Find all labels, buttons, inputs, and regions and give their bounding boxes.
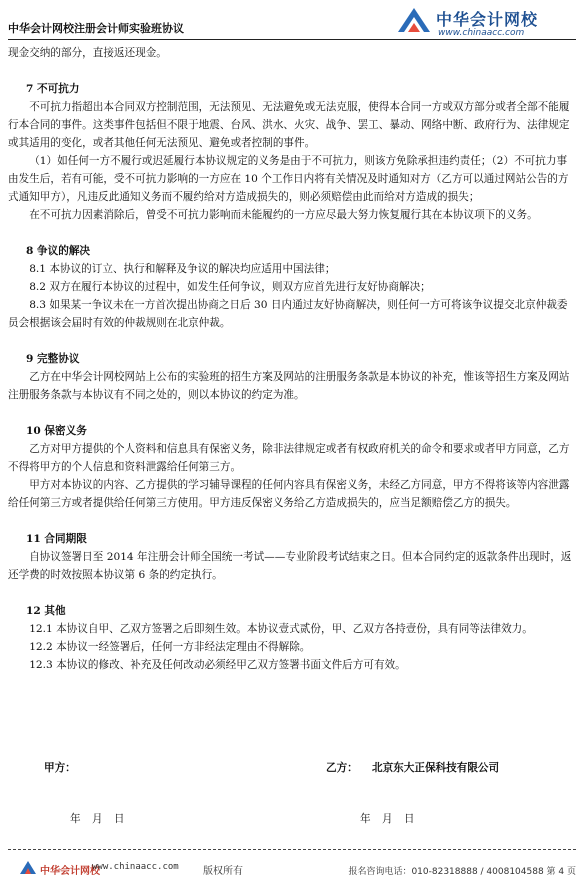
continued-text: 现金交纳的部分，直接返还现金。 [8,47,167,59]
party-a-label: 甲方： [44,762,76,774]
section-9-paragraph-1: 乙方在中华会计网校网站上公布的实验班的招生方案及网站的注册服务条款是本协议的补充，惟该等招生方案及网站注册服务条款与本协议有不同之处的，则以本协议的约定为准。 [8,371,570,401]
signature-date-row [8,811,576,829]
party-a-date: 年 月 日 [70,813,125,825]
signature-row [8,760,576,778]
section-12-item-3: 12.3 本协议的修改、补充及任何改动必须经甲乙双方签署书面文件后方可有效。 [29,659,406,671]
party-b-name: 北京东大正保科技有限公司 [372,762,500,774]
section-8-item-3: 8.3 如果某一争议未在一方首次提出协商之日后 30 日内通过友好协商解决，则任何一方可将该争议提交北京仲裁委员会根据该会届时有效的仲裁规则在北京仲裁。 [8,299,568,329]
section-11-paragraph-1: 自协议签署日至 2014 年注册会计师全国统一考试——专业阶段考试结束之日。但本合同约定的返款条件出现时，返还学费的时效按照本协议第 6 条的约定执行。 [8,551,572,581]
logo-name: 中华会计网校 [436,10,539,29]
page-header [0,0,584,44]
section-8-title: 8 争议的解决 [26,245,91,257]
header-divider [8,39,576,40]
section-12-item-2: 12.2 本协议一经签署后，任何一方非经法定理由不得解除。 [29,641,311,653]
document-body [8,44,576,674]
chinaacc-footer-icon [18,860,38,876]
section-12-title: 12 其他 [26,605,66,617]
footer-contact: 报名咨询电话：010-82318888 / 4008104588 第 4 页 [348,867,576,877]
section-12-item-1: 12.1 本协议自甲、乙双方签署之后即刻生效。本协议壹式贰份，甲、乙双方各持壹份，具有同等法律效力。 [29,623,533,635]
section-7-title: 7 不可抗力 [26,83,80,95]
section-8-item-2: 8.2 双方在履行本协议的过程中，如发生任何争议，则双方应首先进行友好协商解决； [29,281,431,293]
logo-url: www.chinaacc.com [438,28,525,38]
section-10-title: 10 保密义务 [26,425,87,437]
section-11-title: 11 合同期限 [26,533,87,545]
footer-divider [8,849,576,850]
footer-url[interactable]: www.chinaacc.com [92,862,179,872]
section-9-title: 9 完整协议 [26,353,80,365]
site-logo[interactable] [394,4,564,42]
page-footer [8,858,576,884]
party-b-label: 乙方： [326,762,358,774]
party-b-date: 年 月 日 [360,813,415,825]
document-title: 中华会计网校注册会计师实验班协议 [8,22,184,35]
section-10-paragraph-1: 乙方对甲方提供的个人资料和信息具有保密义务，除非法律规定或者有权政府机关的命令和要求或者甲方同意，乙方不得将甲方的个人信息和资料泄露给任何第三方。 [8,443,570,473]
section-7-paragraph-2: （1）如任何一方不履行或迟延履行本协议规定的义务是由于不可抗力，则该方免除承担违约责任；（2）不可抗力事由发生后，若有可能，受不可抗力影响的一方应在 10 个工作日内将有关情况及时通知对方（乙方可以通过网站公告的方式通知甲方），凡违反此通知义务而不履约给对方造成损失的，则必须赔偿由此而给对方造成的损失； [8,155,569,203]
section-7-paragraph-1: 不可抗力指超出本合同双方控制范围，无法预见、无法避免或无法克服，使得本合同一方或双方部分或者全部不能履行本合同的事件。这类事件包括但不限于地震、台风、洪水、火灾、战争、罢工、暴动、网络中断、政府行为、法律规定或其适用的变化，或者其他任何无法预见、避免或者控制的事件。 [8,101,570,149]
section-7-paragraph-3: 在不可抗力因素消除后，曾受不可抗力影响而未能履约的一方应尽最大努力恢复履行其在本协议项下的义务。 [29,209,538,221]
footer-brand: 中华会计网校 [40,866,100,877]
footer-copyright: 版权所有 [203,866,243,877]
section-10-paragraph-2: 甲方对本协议的内容、乙方提供的学习辅导课程的任何内容具有保密义务，未经乙方同意，甲方不得将该等内容泄露给任何第三方或者提供给任何第三方使用。甲方违反保密义务给乙方造成损失的，应当足额赔偿乙方的损失。 [8,479,570,509]
chinaacc-logo-icon [394,6,434,36]
section-8-item-1: 8.1 本协议的订立、执行和解释及争议的解决均应适用中国法律； [29,263,336,275]
